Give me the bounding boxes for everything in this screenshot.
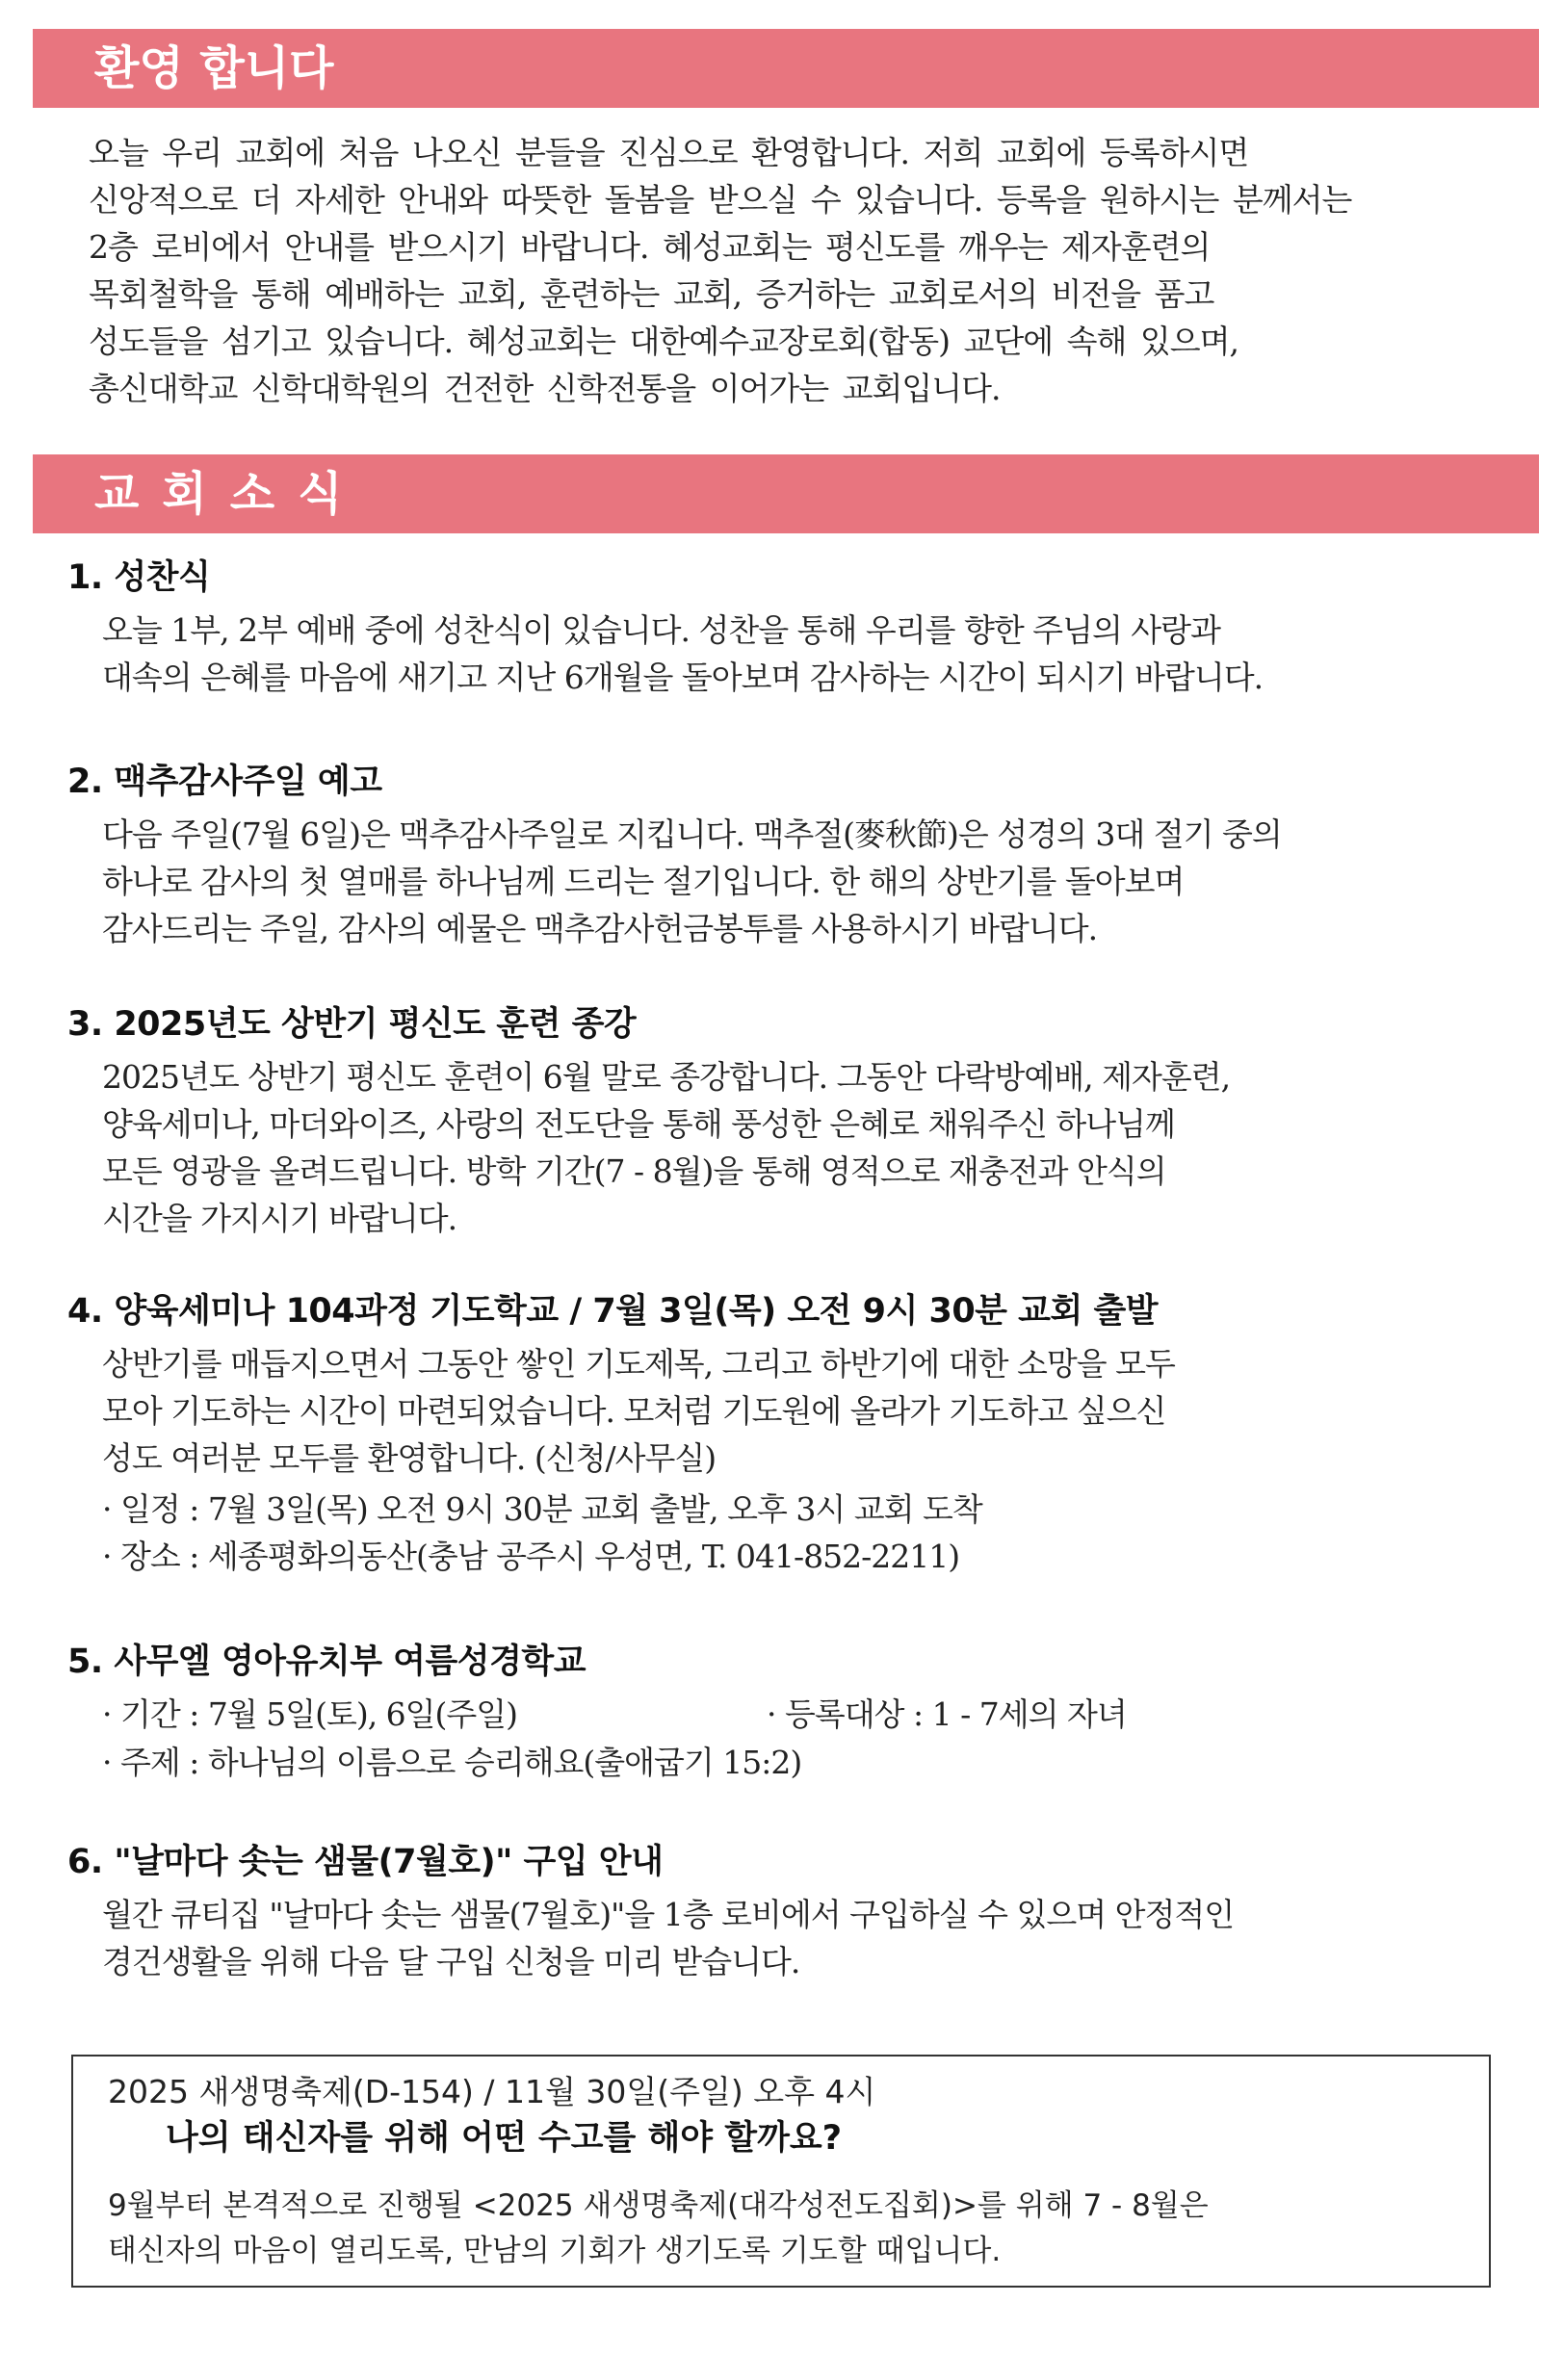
festival-subtitle: 나의 태신자를 위해 어떤 수고를 해야 할까요? [166,2119,842,2158]
body-line: 양육세미나, 마더와이즈, 사랑의 전도단을 통해 풍성한 은혜로 채워주신 하나님께 [102,1105,1175,1143]
body-line: 대속의 은혜를 마음에 새기고 지난 6개월을 돌아보며 감사하는 시간이 되시기 바랍니다. [102,659,1264,696]
body-line: 감사드리는 주일, 감사의 예물은 맥추감사헌금봉투를 사용하시기 바랍니다. [102,910,1098,947]
body-line: 시간을 가지시기 바랍니다. [102,1200,457,1237]
news-item-title: 6. "날마다 솟는 샘물(7월호)" 구입 안내 [67,1843,664,1881]
welcome-line: 2층 로비에서 안내를 받으시기 바랍니다. 혜성교회는 평신도를 깨우는 제자훈련의 [89,228,1211,266]
body-line: 오늘 1부, 2부 예배 중에 성찬식이 있습니다. 성찬을 통해 우리를 향한 주님의 사랑과 [102,611,1220,649]
news-item-title: 2. 맥추감사주일 예고 [67,763,382,801]
target-bullet: · 등록대상 : 1 - 7세의 자녀 [767,1695,1127,1733]
body-line: 9월부터 본격적으로 진행될 <2025 새생명축제(대각성전도집회)>를 위해 7 - 8월은 [108,2188,1209,2223]
schedule-bullet: · 일정 : 7월 3일(목) 오전 9시 30분 교회 출발, 오후 3시 교회 도착 [102,1490,982,1528]
news-title: 교회소식 [94,467,366,521]
body-line: 월간 큐티집 "날마다 솟는 샘물(7월호)"을 1층 로비에서 구입하실 수 있으며 안정적인 [102,1896,1235,1933]
body-line: 성도 여러분 모두를 환영합니다. (신청/사무실) [102,1439,717,1477]
body-line: 태신자의 마음이 열리도록, 만남의 기회가 생기도록 기도할 때입니다. [108,2234,1002,2268]
body-line: 경건생활을 위해 다음 달 구입 신청을 미리 받습니다. [102,1943,800,1980]
welcome-line: 목회철학을 통해 예배하는 교회, 훈련하는 교회, 증거하는 교회로서의 비전을 품고 [89,275,1214,313]
welcome-line: 신앙적으로 더 자세한 안내와 따뜻한 돌봄을 받으실 수 있습니다. 등록을 원하시는 분께서는 [89,181,1352,219]
period-bullet: · 기간 : 7월 5일(토), 6일(주일) [102,1695,518,1733]
news-item-body [102,1340,1489,1580]
news-item-body [102,811,1489,952]
new-life-festival-box [71,2055,1491,2288]
festival-headline: 2025 새생명축제(D-154) / 11월 30일(주일) 오후 4시 [108,2073,876,2110]
news-item-body [102,1891,1489,1985]
news-item-title: 1. 성찬식 [67,558,211,597]
news-item-title: 3. 2025년도 상반기 평신도 훈련 종강 [67,1005,637,1044]
news-item-title: 5. 사무엘 영아유치부 여름성경학교 [67,1643,586,1681]
welcome-paragraph [89,129,1485,412]
body-line: 모아 기도하는 시간이 마련되었습니다. 모처럼 기도원에 올라가 기도하고 싶으신 [102,1392,1166,1430]
welcome-title: 환영 합니다 [94,41,334,95]
body-line: 하나로 감사의 첫 열매를 하나님께 드리는 절기입니다. 한 해의 상반기를 돌아보며 [102,863,1185,900]
theme-bullet: · 주제 : 하나님의 이름으로 승리해요(출애굽기 15:2) [102,1744,802,1781]
news-item-body [102,607,1489,701]
welcome-banner [33,29,1539,108]
location-bullet: · 장소 : 세종평화의동산(충남 공주시 우성면, T. 041-852-2211) [102,1538,960,1575]
festival-body [108,2184,1456,2274]
news-banner [33,454,1539,533]
welcome-line: 총신대학교 신학대학원의 건전한 신학전통을 이어가는 교회입니다. [89,370,1001,407]
body-line: 다음 주일(7월 6일)은 맥추감사주일로 지킵니다. 맥추절(麥秋節)은 성경의 3대 절기 중의 [102,815,1282,853]
welcome-line: 성도들을 섬기고 있습니다. 혜성교회는 대한예수교장로회(합동) 교단에 속해 있으며, [89,323,1239,360]
news-item-body [102,1053,1489,1242]
body-line: 모든 영광을 올려드립니다. 방학 기간(7 - 8월)을 통해 영적으로 재충전과 안식의 [102,1152,1166,1190]
body-line: 2025년도 상반기 평신도 훈련이 6월 말로 종강합니다. 그동안 다락방예배, 제자훈련, [102,1058,1231,1096]
welcome-line: 오늘 우리 교회에 처음 나오신 분들을 진심으로 환영합니다. 저희 교회에 등록하시면 [89,134,1249,171]
body-line: 상반기를 매듭지으면서 그동안 쌓인 기도제목, 그리고 하반기에 대한 소망을 모두 [102,1345,1175,1383]
news-item-title: 4. 양육세미나 104과정 기도학교 / 7월 3일(목) 오전 9시 30분 교회 출발 [67,1292,1159,1331]
